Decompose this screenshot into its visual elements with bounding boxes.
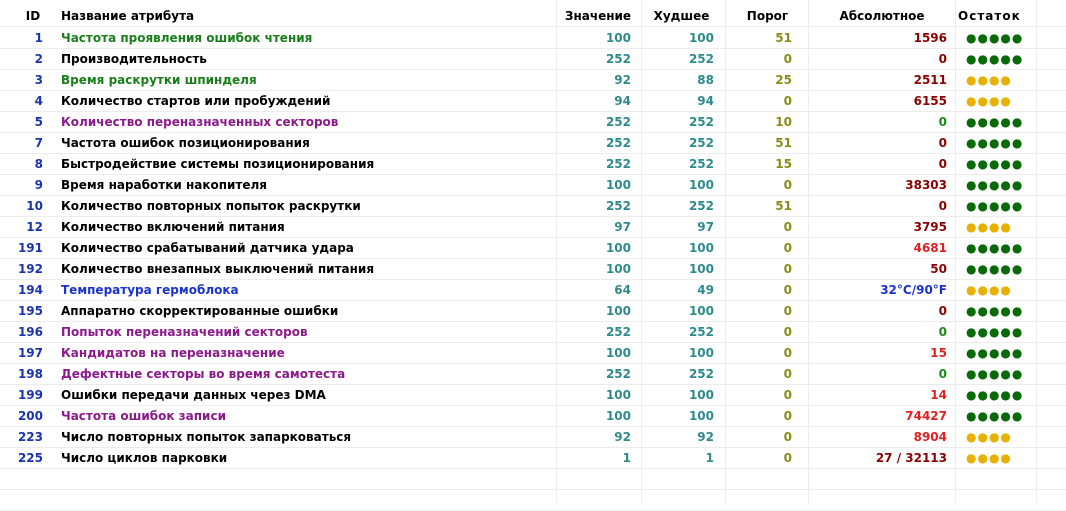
attribute-name: Дефектные секторы во время самотеста xyxy=(61,367,346,381)
attribute-worst: 100 xyxy=(688,178,714,192)
attribute-name: Температура гермоблока xyxy=(61,283,239,297)
attribute-threshold: 0 xyxy=(783,430,792,444)
attribute-raw: 15 xyxy=(930,346,947,360)
attribute-value: 252 xyxy=(605,136,631,150)
attribute-raw: 32°C/90°F xyxy=(880,283,947,297)
attribute-id: 4 xyxy=(34,94,43,108)
attribute-value: 97 xyxy=(614,220,631,234)
attribute-value: 252 xyxy=(605,325,631,339)
attribute-raw: 4681 xyxy=(913,241,947,255)
attribute-worst: 100 xyxy=(688,241,714,255)
attribute-threshold: 0 xyxy=(783,409,792,423)
attribute-value: 100 xyxy=(605,178,631,192)
attribute-threshold: 0 xyxy=(783,388,792,402)
column-header-remaining[interactable]: Остаток xyxy=(958,9,1021,23)
table-row[interactable] xyxy=(0,70,1066,91)
attribute-remaining: ●●●● xyxy=(966,94,1012,108)
attribute-threshold: 0 xyxy=(783,451,792,465)
attribute-value: 1 xyxy=(622,451,631,465)
column-header-threshold[interactable]: Порог xyxy=(746,9,789,23)
attribute-remaining: ●●●●● xyxy=(966,388,1024,402)
attribute-id: 198 xyxy=(17,367,43,381)
attribute-threshold: 51 xyxy=(775,31,792,45)
attribute-threshold: 15 xyxy=(775,157,792,171)
attribute-worst: 49 xyxy=(697,283,714,297)
table-row[interactable] xyxy=(0,301,1066,322)
attribute-value: 252 xyxy=(605,157,631,171)
attribute-threshold: 51 xyxy=(775,136,792,150)
attribute-threshold: 0 xyxy=(783,52,792,66)
attribute-worst: 92 xyxy=(697,430,714,444)
attribute-value: 100 xyxy=(605,262,631,276)
table-row[interactable] xyxy=(0,91,1066,112)
attribute-id: 223 xyxy=(17,430,43,444)
column-header-raw[interactable]: Абсолютное xyxy=(839,9,925,23)
attribute-id: 12 xyxy=(26,220,43,234)
attribute-id: 195 xyxy=(17,304,43,318)
attribute-raw: 0 xyxy=(938,115,947,129)
empty-row xyxy=(0,490,1066,511)
attribute-value: 92 xyxy=(614,73,631,87)
attribute-raw: 0 xyxy=(938,157,947,171)
attribute-id: 225 xyxy=(17,451,43,465)
table-row[interactable] xyxy=(0,448,1066,469)
attribute-name: Число повторных попыток запарковаться xyxy=(61,430,352,444)
attribute-threshold: 10 xyxy=(775,115,792,129)
attribute-remaining: ●●●●● xyxy=(966,409,1024,423)
attribute-worst: 252 xyxy=(688,52,714,66)
table-row[interactable] xyxy=(0,49,1066,70)
attribute-name: Количество внезапных выключений питания xyxy=(61,262,375,276)
attribute-worst: 100 xyxy=(688,409,714,423)
attribute-threshold: 0 xyxy=(783,178,792,192)
attribute-raw: 74427 xyxy=(905,409,947,423)
attribute-remaining: ●●●●● xyxy=(966,346,1024,360)
attribute-raw: 0 xyxy=(938,52,947,66)
table-row[interactable] xyxy=(0,112,1066,133)
attribute-worst: 100 xyxy=(688,262,714,276)
attribute-threshold: 0 xyxy=(783,304,792,318)
column-header-value[interactable]: Значение xyxy=(564,9,632,23)
empty-row xyxy=(0,469,1066,490)
attribute-id: 197 xyxy=(17,346,43,360)
table-row[interactable] xyxy=(0,322,1066,343)
attribute-value: 100 xyxy=(605,31,631,45)
attribute-worst: 252 xyxy=(688,115,714,129)
attribute-id: 9 xyxy=(34,178,43,192)
table-row[interactable] xyxy=(0,217,1066,238)
attribute-id: 191 xyxy=(17,241,43,255)
attribute-remaining: ●●●●● xyxy=(966,325,1024,339)
attribute-value: 94 xyxy=(614,94,631,108)
table-row[interactable] xyxy=(0,427,1066,448)
table-row[interactable] xyxy=(0,343,1066,364)
attribute-value: 252 xyxy=(605,199,631,213)
attribute-threshold: 0 xyxy=(783,241,792,255)
attribute-id: 192 xyxy=(17,262,43,276)
attribute-name: Число циклов парковки xyxy=(61,451,228,465)
attribute-raw: 0 xyxy=(938,136,947,150)
attribute-value: 100 xyxy=(605,304,631,318)
attribute-name: Количество срабатываний датчика удара xyxy=(61,241,354,255)
attribute-name: Частота ошибок записи xyxy=(61,409,226,423)
attribute-id: 8 xyxy=(34,157,43,171)
attribute-id: 10 xyxy=(26,199,43,213)
attribute-remaining: ●●●●● xyxy=(966,241,1024,255)
attribute-raw: 0 xyxy=(938,325,947,339)
attribute-worst: 100 xyxy=(688,304,714,318)
attribute-raw: 1596 xyxy=(913,31,947,45)
attribute-remaining: ●●●●● xyxy=(966,178,1024,192)
attribute-value: 252 xyxy=(605,52,631,66)
attribute-value: 100 xyxy=(605,409,631,423)
attribute-name: Частота проявления ошибок чтения xyxy=(61,31,313,45)
attribute-raw: 0 xyxy=(938,367,947,381)
attribute-remaining: ●●●●● xyxy=(966,136,1024,150)
attribute-value: 64 xyxy=(614,283,631,297)
attribute-raw: 50 xyxy=(930,262,947,276)
attribute-name: Производительность xyxy=(61,52,207,66)
attribute-value: 252 xyxy=(605,115,631,129)
attribute-remaining: ●●●●● xyxy=(966,52,1024,66)
table-row[interactable] xyxy=(0,175,1066,196)
attribute-raw: 27 / 32113 xyxy=(875,451,947,465)
attribute-raw: 0 xyxy=(938,304,947,318)
attribute-name: Частота ошибок позиционирования xyxy=(61,136,310,150)
attribute-worst: 94 xyxy=(697,94,714,108)
attribute-id: 1 xyxy=(34,31,43,45)
table-row[interactable] xyxy=(0,238,1066,259)
column-header-id[interactable]: ID xyxy=(25,9,41,23)
attribute-worst: 100 xyxy=(688,346,714,360)
attribute-name: Ошибки передачи данных через DMA xyxy=(61,388,326,402)
attribute-id: 7 xyxy=(34,136,43,150)
attribute-remaining: ●●●●● xyxy=(966,304,1024,318)
attribute-remaining: ●●●●● xyxy=(966,199,1024,213)
attribute-remaining: ●●●● xyxy=(966,73,1012,87)
attribute-id: 200 xyxy=(17,409,43,423)
column-header-worst[interactable]: Худшее xyxy=(653,9,710,23)
attribute-threshold: 0 xyxy=(783,367,792,381)
attribute-id: 5 xyxy=(34,115,43,129)
attribute-name: Количество переназначенных секторов xyxy=(61,115,339,129)
attribute-name: Количество стартов или пробуждений xyxy=(61,94,331,108)
attribute-name: Количество включений питания xyxy=(61,220,285,234)
attribute-raw: 38303 xyxy=(905,178,947,192)
attribute-worst: 97 xyxy=(697,220,714,234)
attribute-worst: 1 xyxy=(705,451,714,465)
attribute-worst: 100 xyxy=(688,388,714,402)
attribute-remaining: ●●●● xyxy=(966,283,1012,297)
attribute-id: 2 xyxy=(34,52,43,66)
table-row[interactable] xyxy=(0,385,1066,406)
attribute-worst: 252 xyxy=(688,367,714,381)
attribute-remaining: ●●●● xyxy=(966,451,1012,465)
attribute-remaining: ●●●● xyxy=(966,430,1012,444)
attribute-remaining: ●●●●● xyxy=(966,367,1024,381)
attribute-remaining: ●●●●● xyxy=(966,115,1024,129)
attribute-remaining: ●●●●● xyxy=(966,31,1024,45)
attribute-value: 92 xyxy=(614,430,631,444)
attribute-worst: 100 xyxy=(688,31,714,45)
attribute-id: 196 xyxy=(17,325,43,339)
attribute-id: 3 xyxy=(34,73,43,87)
attribute-worst: 88 xyxy=(697,73,714,87)
attribute-threshold: 0 xyxy=(783,283,792,297)
attribute-value: 100 xyxy=(605,346,631,360)
attribute-raw: 14 xyxy=(930,388,947,402)
attribute-worst: 252 xyxy=(688,157,714,171)
attribute-worst: 252 xyxy=(688,136,714,150)
attribute-name: Аппаратно скорректированные ошибки xyxy=(61,304,339,318)
table-row[interactable] xyxy=(0,259,1066,280)
attribute-name: Быстродействие системы позиционирования xyxy=(61,157,375,171)
table-row[interactable] xyxy=(0,364,1066,385)
attribute-threshold: 0 xyxy=(783,220,792,234)
attribute-worst: 252 xyxy=(688,325,714,339)
attribute-value: 100 xyxy=(605,388,631,402)
attribute-raw: 0 xyxy=(938,199,947,213)
attribute-raw: 2511 xyxy=(913,73,947,87)
attribute-name: Время раскрутки шпинделя xyxy=(61,73,257,87)
attribute-name: Время наработки накопителя xyxy=(61,178,268,192)
attribute-remaining: ●●●●● xyxy=(966,262,1024,276)
attribute-worst: 252 xyxy=(688,199,714,213)
table-row[interactable] xyxy=(0,154,1066,175)
attribute-name: Попыток переназначений секторов xyxy=(61,325,308,339)
attribute-name: Кандидатов на переназначение xyxy=(61,346,285,360)
attribute-id: 194 xyxy=(17,283,43,297)
table-row[interactable] xyxy=(0,28,1066,49)
attribute-threshold: 0 xyxy=(783,346,792,360)
attribute-raw: 6155 xyxy=(913,94,947,108)
attribute-raw: 3795 xyxy=(913,220,947,234)
table-row[interactable] xyxy=(0,133,1066,154)
table-row[interactable] xyxy=(0,406,1066,427)
attribute-threshold: 25 xyxy=(775,73,792,87)
attribute-raw: 8904 xyxy=(913,430,947,444)
attribute-threshold: 0 xyxy=(783,262,792,276)
table-header xyxy=(0,6,1066,27)
attribute-value: 100 xyxy=(605,241,631,255)
attribute-id: 199 xyxy=(17,388,43,402)
attribute-threshold: 0 xyxy=(783,94,792,108)
attribute-remaining: ●●●●● xyxy=(966,157,1024,171)
column-header-name[interactable]: Название атрибута xyxy=(61,9,195,23)
table-row[interactable] xyxy=(0,280,1066,301)
attribute-remaining: ●●●● xyxy=(966,220,1012,234)
attribute-value: 252 xyxy=(605,367,631,381)
attribute-name: Количество повторных попыток раскрутки xyxy=(61,199,361,213)
attribute-threshold: 0 xyxy=(783,325,792,339)
attribute-threshold: 51 xyxy=(775,199,792,213)
table-row[interactable] xyxy=(0,196,1066,217)
